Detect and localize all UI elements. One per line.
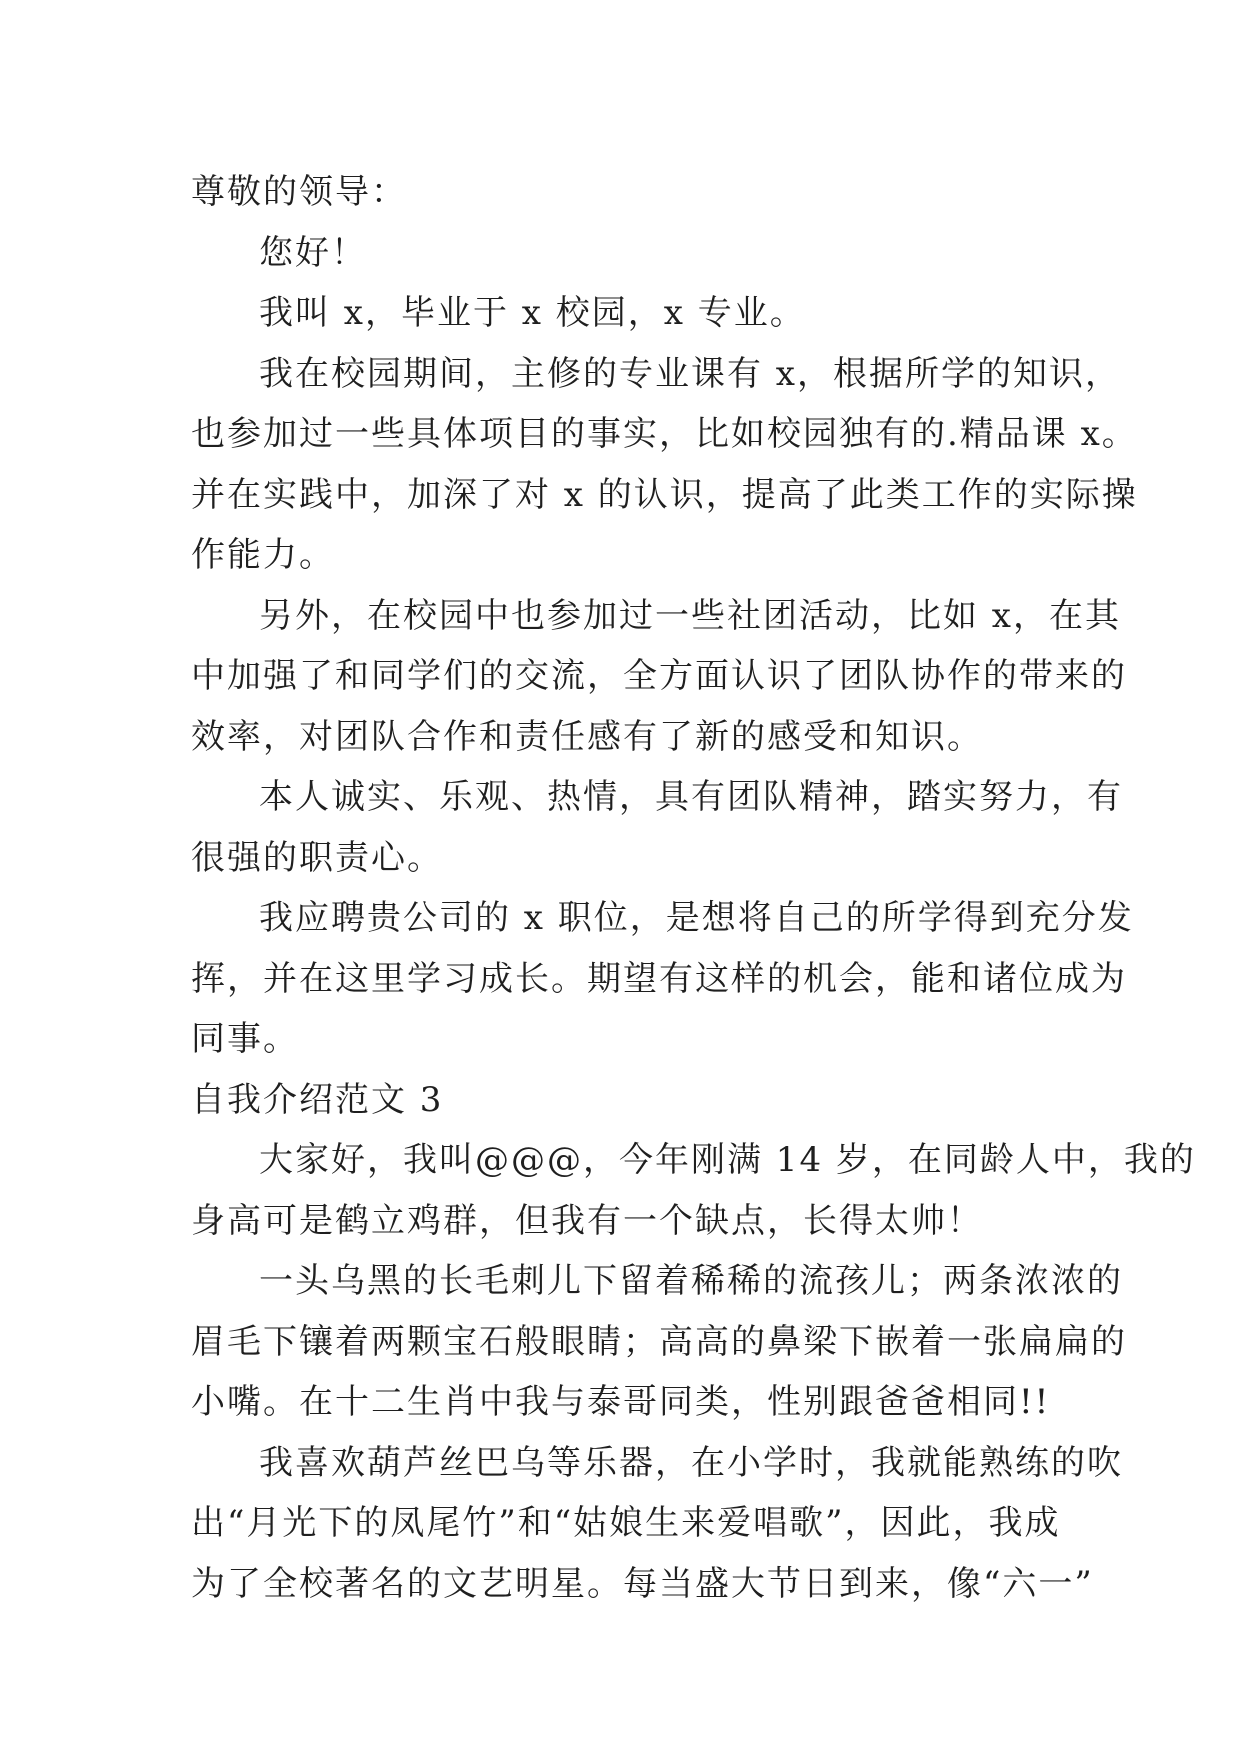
text-line: 出“月光下的凤尾竹”和“姑娘生来爱唱歌”，因此，我成 (191, 1503, 1061, 1543)
text-line: 我叫 x，毕业于 x 校园，x 专业。 (259, 293, 806, 333)
text-line: 眉毛下镶着两颗宝石般眼睛；高高的鼻梁下嵌着一张扁扁的 (191, 1321, 1127, 1362)
document-body (191, 162, 1196, 1614)
text-line: 并在实践中，加深了对 x 的认识，提高了此类工作的实际操 (191, 474, 1138, 515)
salutation-line: 尊敬的领导： (191, 172, 407, 212)
text-line: 本人诚实、乐观、热情，具有团队精神，踏实努力，有 (259, 777, 1123, 817)
text-line: 身高可是鹤立鸡群，但我有一个缺点，长得太帅！ (191, 1200, 983, 1241)
text-line: 也参加过一些具体项目的事实，比如校园独有的.精品课 x。 (191, 414, 1138, 454)
text-line: 为了全校著名的文艺明星。每当盛大节日到来，像“六一” (191, 1563, 1094, 1604)
greeting-line: 您好！ (259, 232, 367, 273)
text-line: 挥，并在这里学习成长。期望有这样的机会，能和诸位成为 (191, 958, 1127, 999)
text-line: 另外，在校园中也参加过一些社团活动，比如 x，在其 (259, 595, 1121, 636)
text-line: 我应聘贵公司的 x 职位，是想将自己的所学得到充分发 (259, 898, 1134, 938)
text-line: 同事。 (191, 1019, 299, 1059)
text-line: 大家好，我叫@@@，今年刚满 14 岁，在同龄人中，我的 (259, 1140, 1196, 1180)
text-line: 中加强了和同学们的交流，全方面认识了团队协作的带来的 (191, 656, 1127, 696)
text-line: 我在校园期间，主修的专业课有 x，根据所学的知识， (259, 353, 1121, 394)
text-line: 小嘴。在十二生肖中我与泰哥同类，性别跟爸爸相同!! (191, 1382, 1051, 1422)
text-line: 很强的职责心。 (191, 837, 443, 878)
text-line: 我喜欢葫芦丝巴乌等乐器，在小学时，我就能熟练的吹 (259, 1442, 1123, 1483)
text-line: 效率，对团队合作和责任感有了新的感受和知识。 (191, 716, 983, 757)
text-line: 一头乌黑的长毛刺儿下留着稀稀的流孩儿；两条浓浓的 (259, 1261, 1123, 1301)
section-heading: 自我介绍范文 3 (191, 1079, 444, 1120)
text-line: 作能力。 (191, 535, 335, 575)
